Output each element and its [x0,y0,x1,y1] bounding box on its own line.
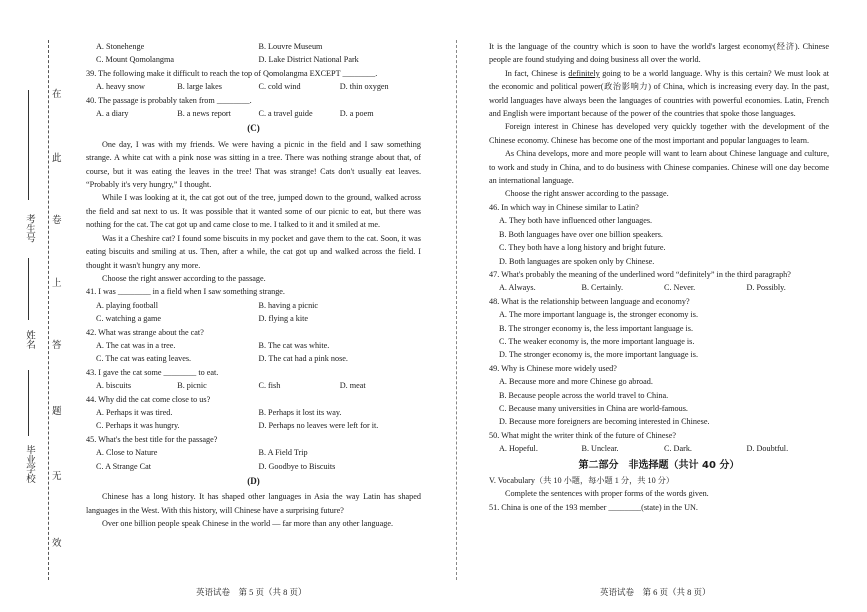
option: B. Louvre Museum [258,42,323,51]
binding-margin [0,0,78,612]
page-6-column [489,40,829,514]
page-5-footer: 英语试卷 第 5 页（共 8 页） [196,587,307,597]
option: A. Always. [499,283,536,293]
seal-char: 上 [52,279,62,289]
option: D. Both languages are spoken only by Chinese. [499,256,655,266]
option: A. The cat was in a tree. [96,340,176,350]
option: C. a travel guide [258,109,313,119]
page-divider [456,40,457,580]
question-50: 50. What might the writer think of the future of Chinese? [489,430,676,440]
q43-options [86,379,421,392]
q45-options-row1 [86,446,421,459]
option: C. The cat was eating leaves. [96,354,192,364]
q39-options [86,80,421,93]
q42-options-row1 [86,339,421,352]
option: C. Perhaps it was hungry. [96,421,180,431]
question-44: 44. Why did the cat come close to us? [86,394,211,404]
option: C. Because many universities in China are world-famous. [499,403,688,413]
option: C. cold wind [258,82,301,92]
option: D. The cat had a pink nose. [258,354,348,364]
option: A. Because more and more Chinese go abroad. [499,377,653,387]
passage-c-paragraph-1: One day, I was with my friends. We were having a picnic in the field and I saw something strange. A white cat with a pink nose was sitting in a tree. There was nothing strange about that, of course, but it was eating the leaves in the tree! That was strange! Cats don't usually eat leaves. “Probably it's very hungry,” I thought. [86,139,421,190]
q41-options-row2 [86,312,421,325]
option: B. a news report [177,109,231,119]
paragraph-text: going to be a world language. Why is this certain? We must look at the economic and political power(政治影响力) of China, which is increasing every day. In the past, world languages have always been the languages of countries with powerful economies. Latin, French and English were important because of the power of the countries that spoke those languages. [489,68,829,119]
option: C. They both have a long history and bright future. [499,243,666,253]
option: D. thin oxygen [339,82,389,92]
option: D. meat [339,381,366,391]
option: C. The weaker economy is, the more important language is. [499,336,695,346]
q47-options [489,281,829,294]
passage-d-paragraph-2: Over one billion people speak Chinese in the world — far more than any other language. [102,519,394,529]
q42-options-row2 [86,352,421,365]
seal-char: 此 [52,154,62,164]
passage-d-paragraph-4 [489,67,829,121]
passage-d-paragraph-6: As China develops, more and more people will want to learn about Chinese language and culture, to work and study in China, and to do business with Chinese companies. Chinese will one day become an international language. [489,149,829,186]
question-47: 47. What's probably the meaning of the underlined word “definitely” in the third paragraph? [489,269,791,279]
option: B. A Field Trip [258,448,308,458]
page-6-footer: 英语试卷 第 6 页（共 8 页） [600,587,711,597]
exam-number-label: 考生号 [24,214,34,243]
passage-c-paragraph-2: While I was looking at it, the cat got out of the tree, jumped down to the ground, walked across the field and sat next to us. It was possible that it wanted some of our picnic to eat, but there was nothing for the cat. The cat got up and came close to me. I talked to it and it smiled at me. [86,193,421,230]
question-46: 46. In which way in Chinese similar to Latin? [489,202,639,212]
q45-options-row2 [86,460,421,473]
seal-char: 效 [52,539,62,549]
part-2-heading: 第二部分 非选择题（共计 40 分） [578,459,740,471]
passage-d-paragraph-3: It is the language of the country which is soon to have the world's largest economy(经济). Chinese people are found studying and doing business all over the world. [489,42,829,65]
passage-d-paragraph-1: Chinese has a long history. It has shaped other languages in Asia the way Latin has shaped languages in the West. With this history, will Chinese have a surprising future? [86,492,421,515]
section-d-heading: (D) [247,476,260,486]
question-49: 49. Why is Chinese more widely used? [489,363,617,373]
option: A. The more important language is, the stronger economy is. [499,310,699,320]
option: A. Stonehenge [96,42,145,51]
option: C. Mount Qomolangma [96,55,175,65]
question-39: 39. The following make it difficult to reach the top of Qomolangma EXCEPT ________. [86,68,378,78]
option: A. playing football [96,300,159,310]
option: D. Doubtful. [746,444,789,454]
q41-options-row1 [86,299,421,312]
option: B. Unclear. [581,444,619,454]
name-line [28,258,29,320]
instruction: Choose the right answer according to the passage. [102,273,266,283]
option: B. Certainly. [581,283,624,293]
question-40: 40. The passage is probably taken from ________. [86,95,252,105]
option: A. biscuits [96,381,132,391]
option: B. large lakes [177,82,222,92]
question-48: 48. What is the relationship between language and economy? [489,296,690,306]
question-45: 45. What's the best title for the passage? [86,434,218,444]
q38-options-row1 [86,40,421,53]
question-51: 51. China is one of the 193 member ________(state) in the UN. [489,502,698,512]
q50-options [489,442,829,455]
q44-options-row2 [86,419,421,432]
exam-number-line [28,90,29,200]
seal-char: 答 [52,341,62,351]
school-line [28,370,29,436]
underlined-word: definitely [568,68,600,78]
option: D. Goodbye to Biscuits [258,461,336,471]
q38-options-row2 [86,53,421,66]
option: B. Perhaps it lost its way. [258,407,342,417]
option: D. Lake District National Park [258,55,359,65]
instruction: Choose the right answer according to the passage. [505,189,669,199]
vocabulary-instruction: Complete the sentences with proper forms of the words given. [505,489,709,499]
option: D. Possibly. [746,283,786,293]
option: A. a diary [96,109,129,119]
seal-char: 在 [52,90,62,100]
school-label: 毕业学校 [24,445,34,483]
option: C. Never. [664,283,696,293]
option: B. Because people across the world travel to China. [499,390,669,400]
option: B. The cat was white. [258,340,330,350]
option: D. Because more foreigners are becoming interested in Chinese. [499,417,710,427]
question-41: 41. I was ________ in a field when I saw something strange. [86,287,285,297]
option: A. heavy snow [96,82,145,92]
option: A. Perhaps it was tired. [96,407,173,417]
option: A. Hopeful. [499,444,538,454]
q44-options-row1 [86,406,421,419]
option: D. Perhaps no leaves were left for it. [258,421,379,431]
passage-d-paragraph-5: Foreign interest in Chinese has developed very quickly together with the development of the Chinese economy. Chinese has become one of the most important and popular languages to learn. [489,122,829,145]
option: D. The stronger economy is, the more important language is. [499,350,699,360]
section-c-heading: (C) [247,123,260,134]
seal-char: 题 [52,407,62,417]
option: A. Close to Nature [96,448,158,458]
seal-line [48,40,49,580]
option: C. fish [258,381,281,391]
seal-char: 无 [52,472,62,482]
option: D. flying a kite [258,314,309,324]
passage-c-paragraph-3: Was it a Cheshire cat? I found some biscuits in my pocket and gave them to the cat. Soon, it was eating biscuits and smiling at us. Then, after a while, the cat got up and walked across the field. I thought it wasn't hungry any more. [86,233,421,270]
option: C. A Strange Cat [96,461,152,471]
q40-options [86,107,421,120]
option: C. watching a game [96,314,162,324]
option: C. Dark. [664,444,692,454]
page-5-column [86,40,421,531]
option: A. They both have influenced other languages. [499,216,653,226]
seal-char: 卷 [52,216,62,226]
vocabulary-heading: V. Vocabulary（共 10 小题，每小题 1 分，共 10 分） [489,476,675,485]
option: B. The stronger economy is, the less important language is. [499,323,694,333]
option: B. Both languages have over one billion speakers. [499,229,663,239]
paragraph-text: In fact, Chinese is [505,68,569,78]
question-43: 43. I gave the cat some ________ to eat. [86,367,219,377]
option: D. a poem [339,109,374,119]
option: B. having a picnic [258,300,319,310]
option: B. picnic [177,381,207,391]
name-label: 姓名 [24,330,34,349]
question-42: 42. What was strange about the cat? [86,327,204,337]
